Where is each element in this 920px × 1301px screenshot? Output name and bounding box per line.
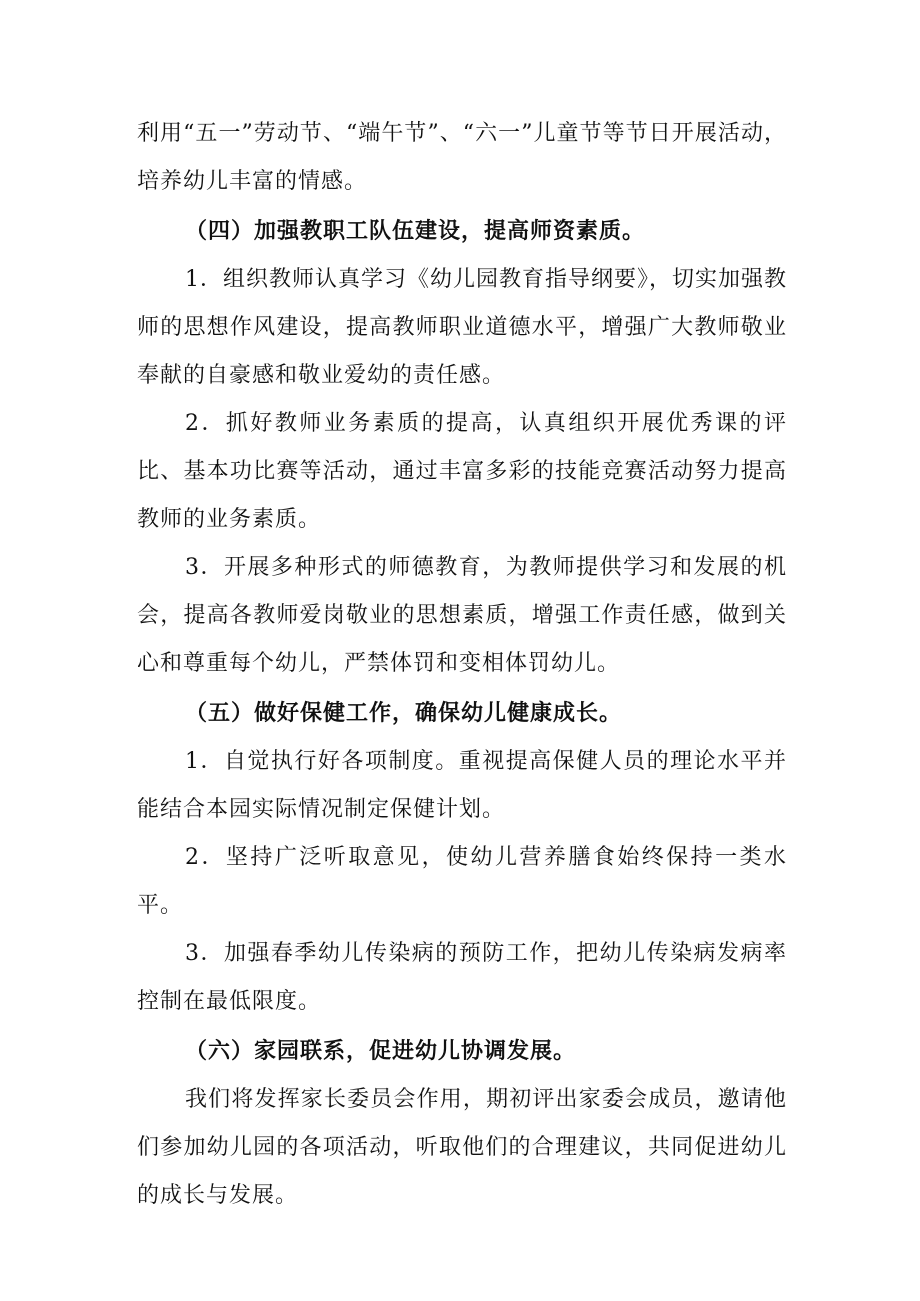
paragraph-festival-activities: 利用“五一”劳动节、“端午节”、“六一”儿童节等节日开展活动，培养幼儿丰富的情感。 [137, 121, 787, 194]
heading-section-6: （六）家园联系，促进幼儿协调发展。 [185, 1039, 577, 1064]
document-body [137, 110, 787, 1220]
paragraph-5-2: 2．坚持广泛听取意见，使幼儿营养膳食始终保持一类水平。 [137, 845, 787, 918]
heading-section-5: （五）做好保健工作，确保幼儿健康成长。 [185, 701, 623, 726]
paragraph-4-2: 2．抓好教师业务素质的提高，认真组织开展优秀课的评比、基本功比赛等活动，通过丰富多彩的技能竞赛活动努力提高教师的业务素质。 [137, 411, 787, 532]
paragraph-5-3: 3．加强春季幼儿传染病的预防工作，把幼儿传染病发病率控制在最低限度。 [137, 941, 787, 1014]
paragraph-4-3: 3．开展多种形式的师德教育，为教师提供学习和发展的机会，提高各教师爱岗敬业的思想素质，增强工作责任感，做到关心和尊重每个幼儿，严禁体罚和变相体罚幼儿。 [137, 555, 787, 676]
heading-section-4: （四）加强教职工队伍建设，提高师资素质。 [185, 219, 646, 244]
paragraph-4-1: 1．组织教师认真学习《幼儿园教育指导纲要》，切实加强教师的思想作风建设，提高教师职业道德水平，增强广大教师敬业奉献的自豪感和敬业爱幼的责任感。 [137, 267, 787, 388]
paragraph-6-1: 我们将发挥家长委员会作用，期初评出家委会成员，邀请他们参加幼儿园的各项活动，听取他们的合理建议，共同促进幼儿的成长与发展。 [137, 1087, 787, 1208]
paragraph-5-1: 1．自觉执行好各项制度。重视提高保健人员的理论水平并能结合本园实际情况制定保健计划。 [137, 749, 787, 822]
